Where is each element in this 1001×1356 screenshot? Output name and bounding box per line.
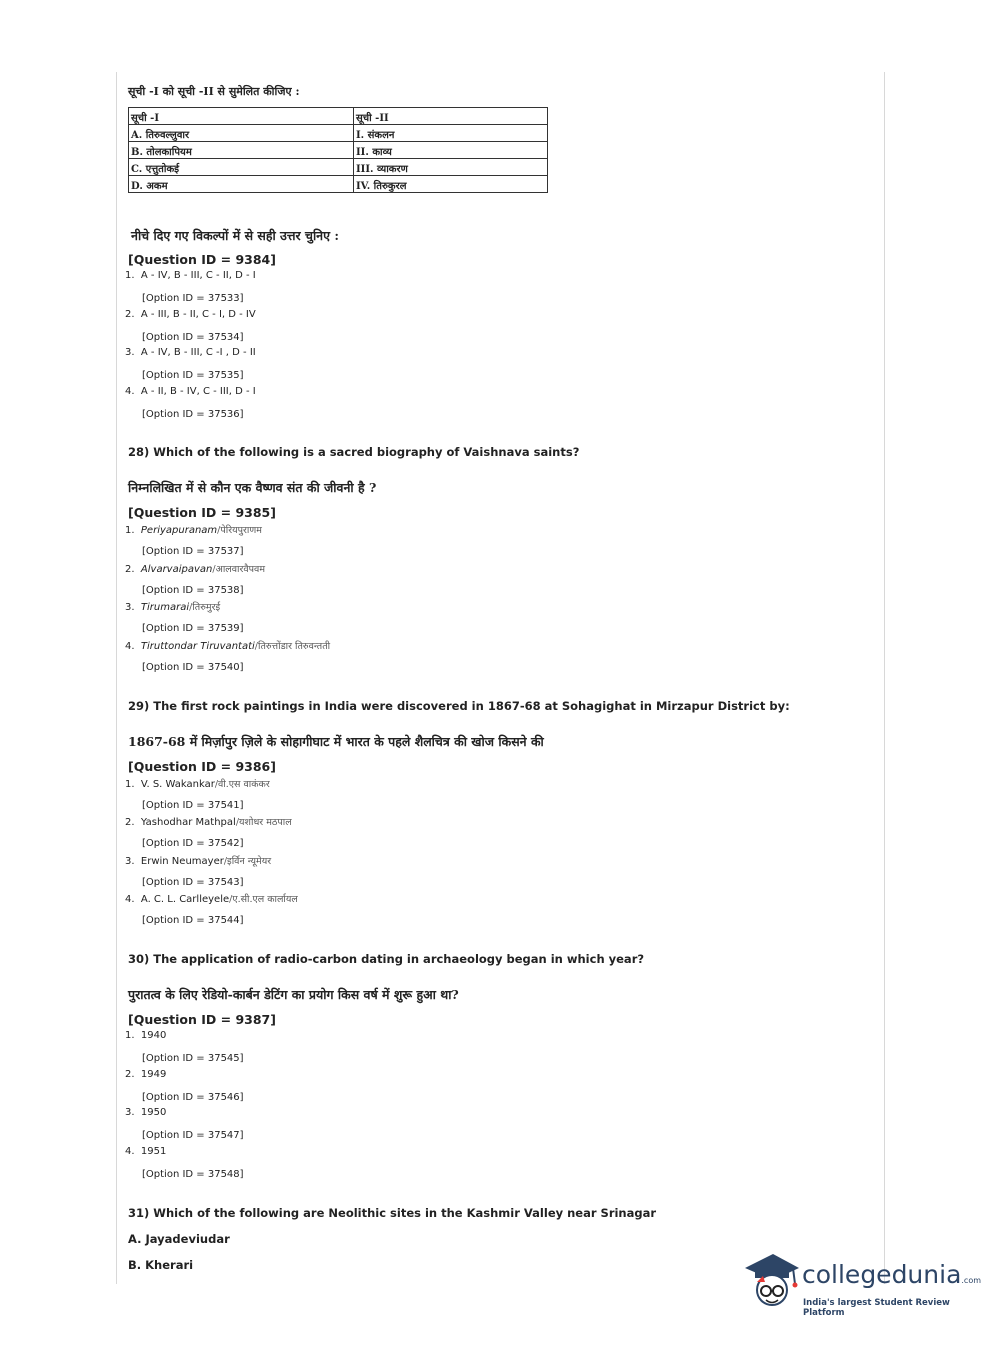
option-item[interactable]: 3. A - IV, B - III, C -I , D - II <box>125 347 256 358</box>
mascot-icon <box>743 1250 801 1314</box>
option-item[interactable]: 4. 1951 <box>125 1146 167 1157</box>
option-item[interactable]: 2. Yashodhar Mathpal/यशोधर मठपाल <box>125 817 292 828</box>
logo-wordmark: collegedunia.com <box>802 1260 982 1289</box>
list-item: A. Jayadeviudar <box>128 1232 230 1246</box>
option-item[interactable]: 4. A. C. L. Carlleyele/ए.सी.एल कार्लायल <box>125 894 298 905</box>
option-id: [Option ID = 37534] <box>142 332 244 343</box>
option-id: [Option ID = 37536] <box>142 409 244 420</box>
list-item: B. Kherari <box>128 1258 194 1272</box>
option-item[interactable]: 2. 1949 <box>125 1069 167 1080</box>
option-item[interactable]: 1. Periyapuranam/पेरियपुराणम <box>125 525 262 536</box>
question-text: 30) The application of radio-carbon dating in archaeology began in which year? <box>128 952 645 966</box>
option-id: [Option ID = 37538] <box>142 585 244 596</box>
question-text: 31) Which of the following are Neolithic sites in the Kashmir Valley near Srinagar <box>128 1206 657 1220</box>
option-id: [Option ID = 37540] <box>142 662 244 673</box>
left-margin-rule <box>116 72 117 1284</box>
option-id: [Option ID = 37541] <box>142 800 244 811</box>
option-item[interactable]: 1. 1940 <box>125 1030 167 1041</box>
right-margin-rule <box>884 72 885 1284</box>
option-id: [Option ID = 37546] <box>142 1092 244 1103</box>
logo-tagline: India's largest Student Review Platform <box>803 1298 950 1318</box>
question-text: 28) Which of the following is a sacred biography of Vaishnava saints? <box>128 445 580 459</box>
table-cell: सूची -II <box>354 108 548 125</box>
table-cell: I. संकलन <box>354 125 548 142</box>
collegedunia-logo[interactable] <box>743 1250 982 1318</box>
table-row <box>129 108 548 125</box>
table-row <box>129 125 548 142</box>
option-item[interactable]: 1. V. S. Wakankar/वी.एस वाकंकर <box>125 779 270 790</box>
option-id: [Option ID = 37547] <box>142 1130 244 1141</box>
question-id: [Question ID = 9386] <box>128 759 276 774</box>
option-item[interactable]: 3. Erwin Neumayer/इर्विन न्यूमेयर <box>125 856 272 867</box>
option-item[interactable]: 2. Alvarvaipavan/आलवारवैपवम <box>125 564 265 575</box>
option-id: [Option ID = 37544] <box>142 915 244 926</box>
question-id: [Question ID = 9384] <box>128 252 276 267</box>
option-item[interactable]: 4. Tiruttondar Tiruvantati/तिरुत्तोंडार तिरुवन्तती <box>125 641 331 652</box>
option-id: [Option ID = 37537] <box>142 546 244 557</box>
table-row <box>129 176 548 193</box>
table-cell: III. व्याकरण <box>354 159 548 176</box>
table-row <box>129 142 548 159</box>
option-item[interactable]: 1. A - IV, B - III, C - II, D - I <box>125 270 256 281</box>
option-id: [Option ID = 37535] <box>142 370 244 381</box>
question-id: [Question ID = 9387] <box>128 1012 276 1027</box>
option-id: [Option ID = 37533] <box>142 293 244 304</box>
table-cell: IV. तिरुकुरल <box>354 176 548 193</box>
question-text-hindi: निम्नलिखित में से कौन एक वैष्णव संत की जीवनी है ? <box>128 480 377 495</box>
option-id: [Option ID = 37539] <box>142 623 244 634</box>
match-instruction-title: सूची -I को सूची -II से सुमेलित कीजिए : <box>128 85 300 98</box>
table-row <box>129 159 548 176</box>
table-cell: सूची -I <box>129 108 354 125</box>
match-table <box>128 107 548 193</box>
question-text: 29) The first rock paintings in India were discovered in 1867-68 at Sohagighat in Mirzapur District by: <box>128 699 790 713</box>
question-id: [Question ID = 9385] <box>128 505 276 520</box>
option-id: [Option ID = 37543] <box>142 877 244 888</box>
table-cell: D. अकम <box>129 176 354 193</box>
option-item[interactable]: 3. Tirumarai/तिरुमुरई <box>125 602 221 613</box>
option-item[interactable]: 3. 1950 <box>125 1107 167 1118</box>
question-text-hindi: पुरातत्व के लिए रेडियो-कार्बन डेटिंग का प्रयोग किस वर्ष में शुरू हुआ था? <box>128 987 459 1002</box>
option-id: [Option ID = 37545] <box>142 1053 244 1064</box>
question-text-hindi: 1867-68 में मिर्ज़ापुर ज़िले के सोहागीघाट में भारत के पहले शैलचित्र की खोज किसने की <box>128 734 544 749</box>
option-id: [Option ID = 37542] <box>142 838 244 849</box>
option-item[interactable]: 4. A - II, B - IV, C - III, D - I <box>125 386 256 397</box>
table-cell: A. तिरुवल्लुवार <box>129 125 354 142</box>
option-item[interactable]: 2. A - III, B - II, C - I, D - IV <box>125 309 256 320</box>
table-cell: II. काव्य <box>354 142 548 159</box>
table-cell: B. तोलकापियम <box>129 142 354 159</box>
table-cell: C. एत्तुतोकई <box>129 159 354 176</box>
option-id: [Option ID = 37548] <box>142 1169 244 1180</box>
match-answer-instruction: नीचे दिए गए विकल्पों में से सही उत्तर चुनिए : <box>131 228 339 243</box>
